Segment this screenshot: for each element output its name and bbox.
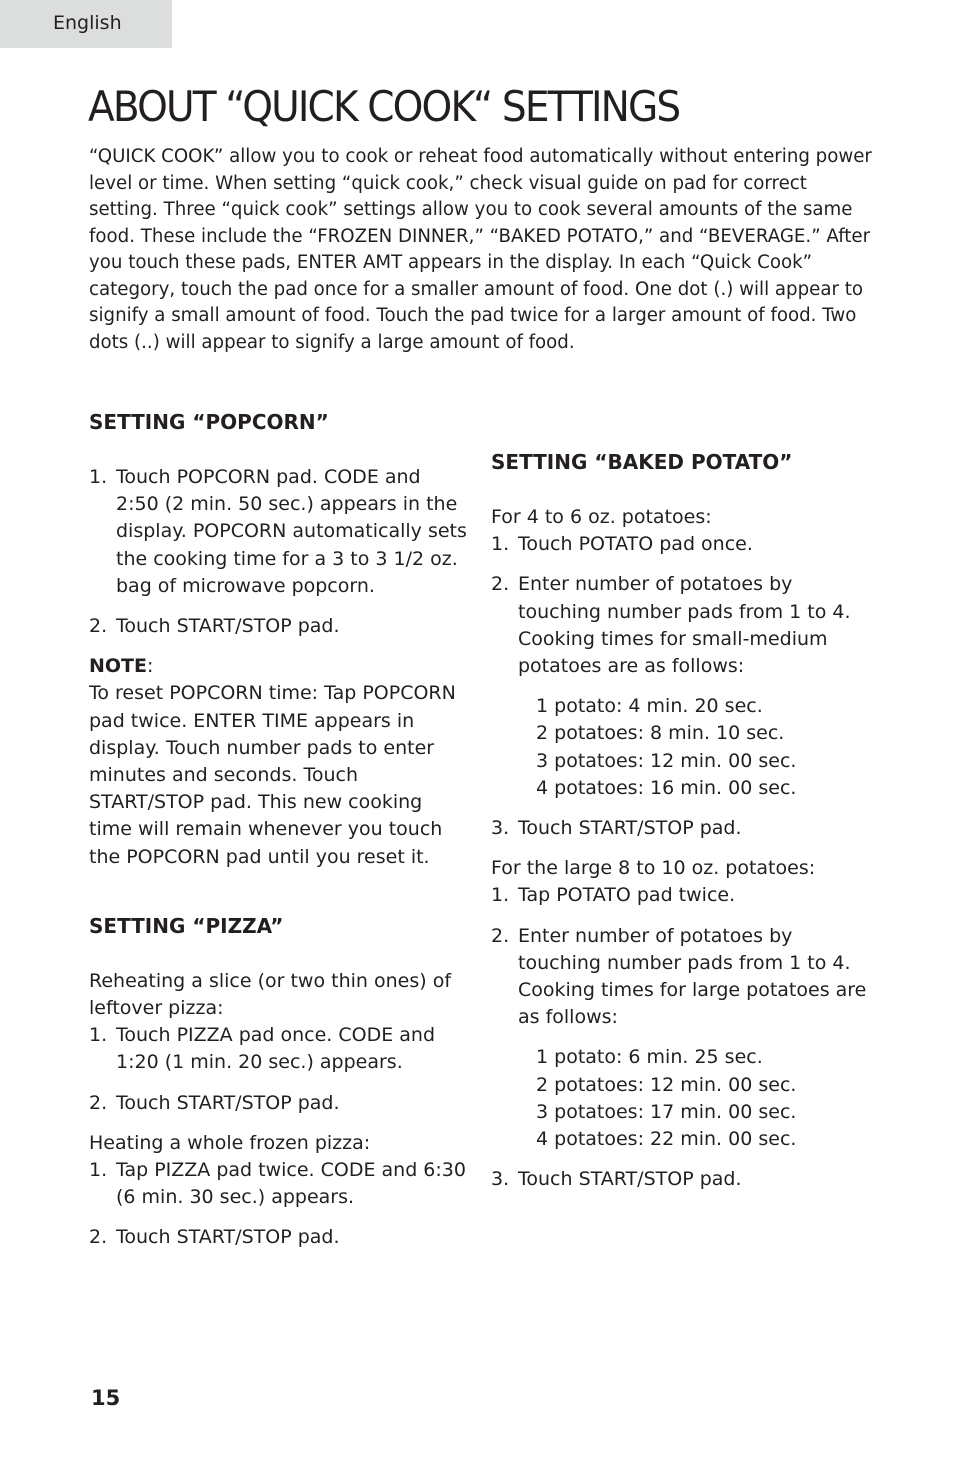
step-text: Touch PIZZA pad once. CODE and 1:20 (1 min. 20 sec.) appears. [116, 1024, 436, 1074]
step-text: Touch START/STOP pad. [116, 1226, 340, 1249]
step-number: 2. [491, 924, 510, 947]
step-text: Tap POTATO pad twice. [518, 884, 736, 907]
time-line: 2 potatoes: 12 min. 00 sec. [536, 1073, 797, 1096]
potato-large-step-1 [491, 882, 871, 909]
step-number: 1. [89, 1159, 108, 1182]
step-text: Enter number of potatoes by touching number pads from 1 to 4. Cooking times for small-medium potatoes are as follows: [518, 573, 851, 678]
time-line: 4 potatoes: 16 min. 00 sec. [536, 776, 797, 799]
potato-large-step-2 [491, 923, 871, 1032]
time-line: 3 potatoes: 17 min. 00 sec. [536, 1100, 797, 1123]
step-text: Touch START/STOP pad. [116, 615, 340, 638]
time-line: 2 potatoes: 8 min. 10 sec. [536, 722, 785, 745]
potato-large-step-3 [491, 1166, 871, 1193]
step-number: 3. [491, 817, 510, 840]
note-label: NOTE [89, 655, 147, 678]
page-title: ABOUT “QUICK COOK“ SETTINGS [88, 82, 680, 131]
pizza-slice-step-1 [89, 1022, 469, 1076]
pizza-whole-step-1 [89, 1157, 469, 1211]
potato-small-intro: For 4 to 6 oz. potatoes: [491, 506, 712, 528]
step-text: Enter number of potatoes by touching number pads from 1 to 4. Cooking times for large potatoes are as follows: [518, 924, 867, 1029]
step-text: Tap PIZZA pad twice. CODE and 6:30 (6 min. 30 sec.) appears. [116, 1159, 466, 1209]
note-heading [89, 653, 469, 680]
step-text: Touch START/STOP pad. [116, 1091, 340, 1114]
step-text: Touch POPCORN pad. CODE and 2:50 (2 min. 50 sec.) appears in the display. POPCORN automatically sets the cooking time for a 3 to 3 1/2 oz. bag of microwave popcorn. [116, 466, 467, 597]
step-text: Touch POTATO pad once. [518, 533, 753, 556]
note-text: To reset POPCORN time: Tap POPCORN pad twice. ENTER TIME appears in display. Touch number pads to enter minutes and seconds. Touch START/STOP pad. This new cooking time will remain whenever you touch the POPCORN pad until you reset it. [89, 682, 456, 868]
language-tab [0, 0, 172, 48]
step-number: 2. [89, 1226, 108, 1249]
step-number: 1. [89, 466, 108, 488]
potato-small-step-1 [491, 531, 871, 558]
small-potato-times [491, 693, 871, 802]
left-column [89, 408, 469, 1252]
step-number: 3. [491, 1168, 510, 1191]
step-number: 1. [491, 533, 510, 556]
page-number: 15 [91, 1386, 121, 1410]
step-number: 2. [89, 615, 108, 638]
time-line: 1 potato: 6 min. 25 sec. [536, 1046, 763, 1069]
step-number: 2. [89, 1091, 108, 1114]
time-line: 1 potato: 4 min. 20 sec. [536, 695, 763, 718]
time-line: 4 potatoes: 22 min. 00 sec. [536, 1128, 797, 1151]
popcorn-step-2 [89, 613, 469, 640]
popcorn-heading: SETTING “POPCORN” [89, 410, 329, 434]
pizza-whole-intro: Heating a whole frozen pizza: [89, 1131, 371, 1154]
pizza-slice-step-2 [89, 1090, 469, 1117]
potato-small-step-2 [491, 571, 871, 680]
potato-heading: SETTING “BAKED POTATO” [491, 450, 793, 474]
step-text: Touch START/STOP pad. [518, 1168, 742, 1191]
potato-small-step-3 [491, 815, 871, 842]
time-line: 3 potatoes: 12 min. 00 sec. [536, 749, 797, 772]
language-label: English [53, 12, 122, 34]
large-potato-times [491, 1044, 871, 1153]
potato-large-intro: For the large 8 to 10 oz. potatoes: [491, 857, 816, 880]
popcorn-step-1 [89, 464, 469, 600]
note-colon: : [147, 655, 154, 678]
step-number: 1. [491, 884, 510, 907]
step-number: 2. [491, 573, 510, 596]
step-number: 1. [89, 1024, 108, 1047]
step-text: Touch START/STOP pad. [518, 817, 742, 840]
intro-paragraph: “QUICK COOK” allow you to cook or reheat food automatically without entering power level or time. When setting “quick cook,” check visual guide on pad for correct setting. Three “quick cook” settings allow you to cook several amounts of the same food. These include the “FROZEN DINNER,” “BAKED POTATO,” and “BEVERAGE.” After you touch these pads, ENTER AMT appears in the display. In each “Quick Cook” category, touch the pad once for a smaller amount of food. One dot (.) will appear to signify a small amount of food. Touch the pad twice for a larger amount of food. Two dots (..) will appear to signify a large amount of food. [89, 146, 872, 353]
right-column [491, 448, 871, 1193]
pizza-slice-intro: Reheating a slice (or two thin ones) of leftover pizza: [89, 969, 452, 1020]
pizza-whole-step-2 [89, 1224, 469, 1251]
pizza-heading: SETTING “PIZZA” [89, 913, 284, 938]
